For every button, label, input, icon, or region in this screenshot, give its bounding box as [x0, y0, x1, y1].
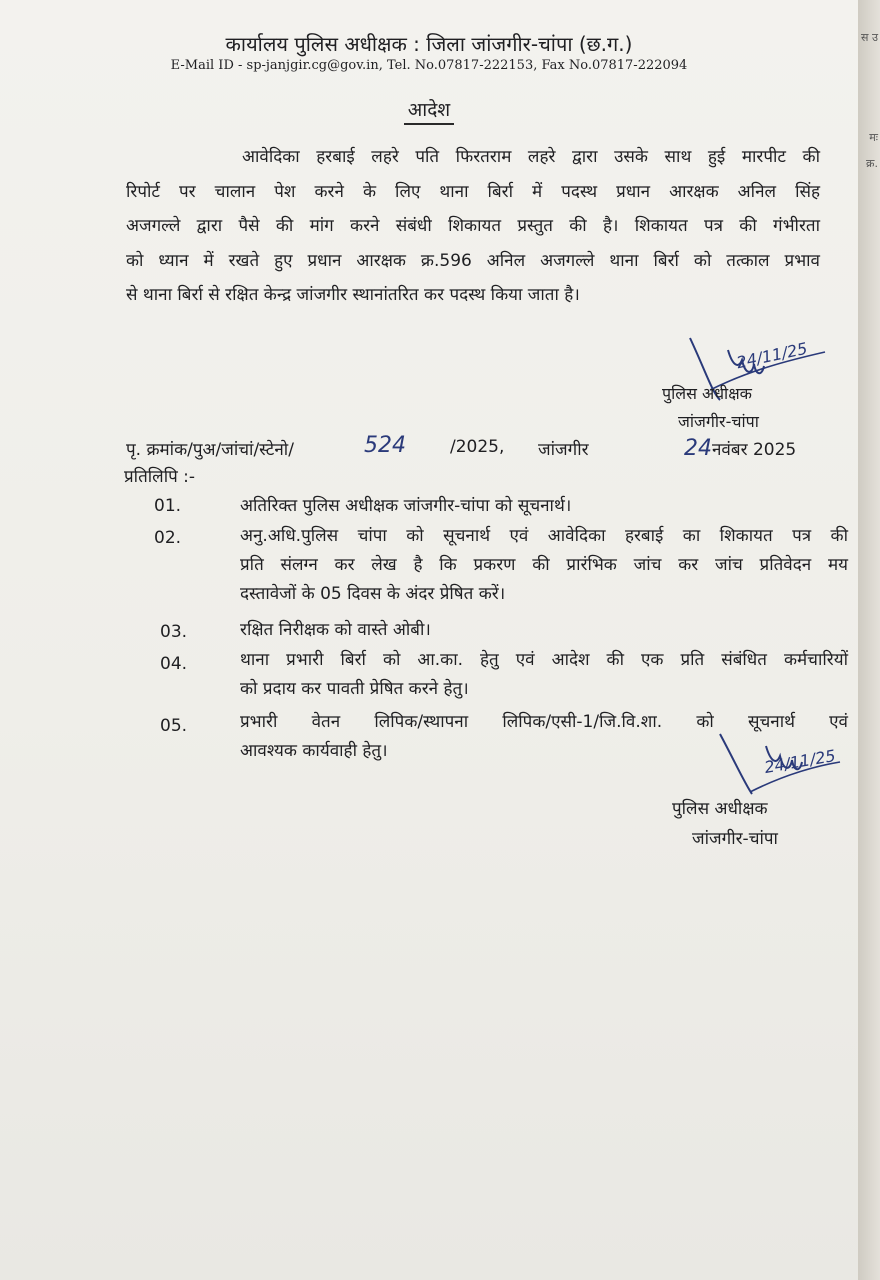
edge-text: मः: [869, 131, 878, 144]
copy-item: रक्षित निरीक्षक को वास्ते ओबी।: [240, 620, 431, 640]
copy-item: प्रभारी वेतन लिपिक/स्थापना लिपिक/एसी-1/जि.वि.शा. को सूचनार्थ एवं आवश्यक कार्यवाही हेतु।: [240, 712, 848, 761]
copy-item: अतिरिक्त पुलिस अधीक्षक जांजगीर-चांपा को सूचनार्थ।: [240, 496, 572, 516]
copy-item-number: 04.: [160, 654, 188, 674]
copy-item-number: 01.: [154, 496, 182, 516]
order-line: को ध्यान में रखते हुए प्रधान आरक्षक क्र.596 अनिल अजगल्ले थाना बिर्रा को तत्काल प्रभाव: [126, 250, 820, 271]
copy-item-number: 05.: [160, 716, 188, 736]
office-title: कार्यालय पुलिस अधीक्षक : जिला जांजगीर-चांपा (छ.ग.): [225, 32, 633, 56]
order-line: से थाना बिर्रा से रक्षित केन्द्र जांजगीर स्थानांतरित कर पदस्थ किया जाता है।: [126, 285, 580, 305]
signature-date-1: 24/11/25: [734, 338, 810, 373]
copy-item: थाना प्रभारी बिर्रा को आ.का. हेतु एवं आदेश की एक प्रति संबंधित कर्मचारियों को प्रदाय कर पावती प्रेषित करने हेतु।: [240, 650, 848, 699]
order-body: [126, 140, 820, 313]
copy-heading: प्रतिलिपि :-: [124, 467, 196, 487]
dispatch-prefix: पृ. क्रमांक/पुअ/जांचां/स्टेनो/: [126, 440, 294, 460]
signature-district-2: जांजगीर-चांपा: [692, 829, 778, 849]
dispatch-number: 524: [364, 433, 406, 458]
copy-item-number: 02.: [154, 528, 182, 548]
signature-designation-2: पुलिस अधीक्षक: [672, 799, 768, 819]
order-line: रिपोर्ट पर चालान पेश करने के लिए थाना बिर्रा में पदस्थ प्रधान आरक्षक अनिल सिंह: [126, 181, 820, 202]
contact-line: E-Mail ID - sp-janjgir.cg@gov.in, Tel. No.07817-222153, Fax No.07817-222094: [170, 58, 688, 73]
order-heading: आदेश: [0, 96, 858, 122]
copy-item: अनु.अधि.पुलिस चांपा को सूचनार्थ एवं आवेदिका हरबाई का शिकायत पत्र की प्रति संलग्न कर लेख है कि प्रकरण की प्रारंभिक जांच कर जांच प्रतिवेदन मय दस्तावेजों के 05 दिवस के अंदर प्रेषित करें।: [240, 526, 848, 604]
dispatch-year: /2025,: [450, 437, 505, 457]
dispatch-date: नवंबर 2025: [712, 440, 797, 460]
order-line: अजगल्ले द्वारा पैसे की मांग करने संबंधी शिकायत प्रस्तुत की है। शिकायत पत्र की गंभीरता: [126, 216, 820, 236]
adjacent-page-edge: [858, 0, 880, 1280]
copy-item-number: 03.: [160, 622, 188, 642]
signature-date-2: 24/11/25: [762, 745, 837, 778]
signature-district-1: जांजगीर-चांपा: [678, 412, 759, 431]
order-line: आवेदिका हरबाई लहरे पति फिरतराम लहरे द्वारा उसके साथ हुई मारपीट की: [242, 147, 820, 167]
edge-text: क्र.: [866, 157, 878, 170]
dispatch-place: जांजगीर: [538, 440, 589, 460]
edge-text: स उ: [861, 31, 878, 44]
signature-designation-1: पुलिस अधीक्षक: [662, 384, 752, 403]
dispatch-date-day: 24: [684, 436, 712, 461]
